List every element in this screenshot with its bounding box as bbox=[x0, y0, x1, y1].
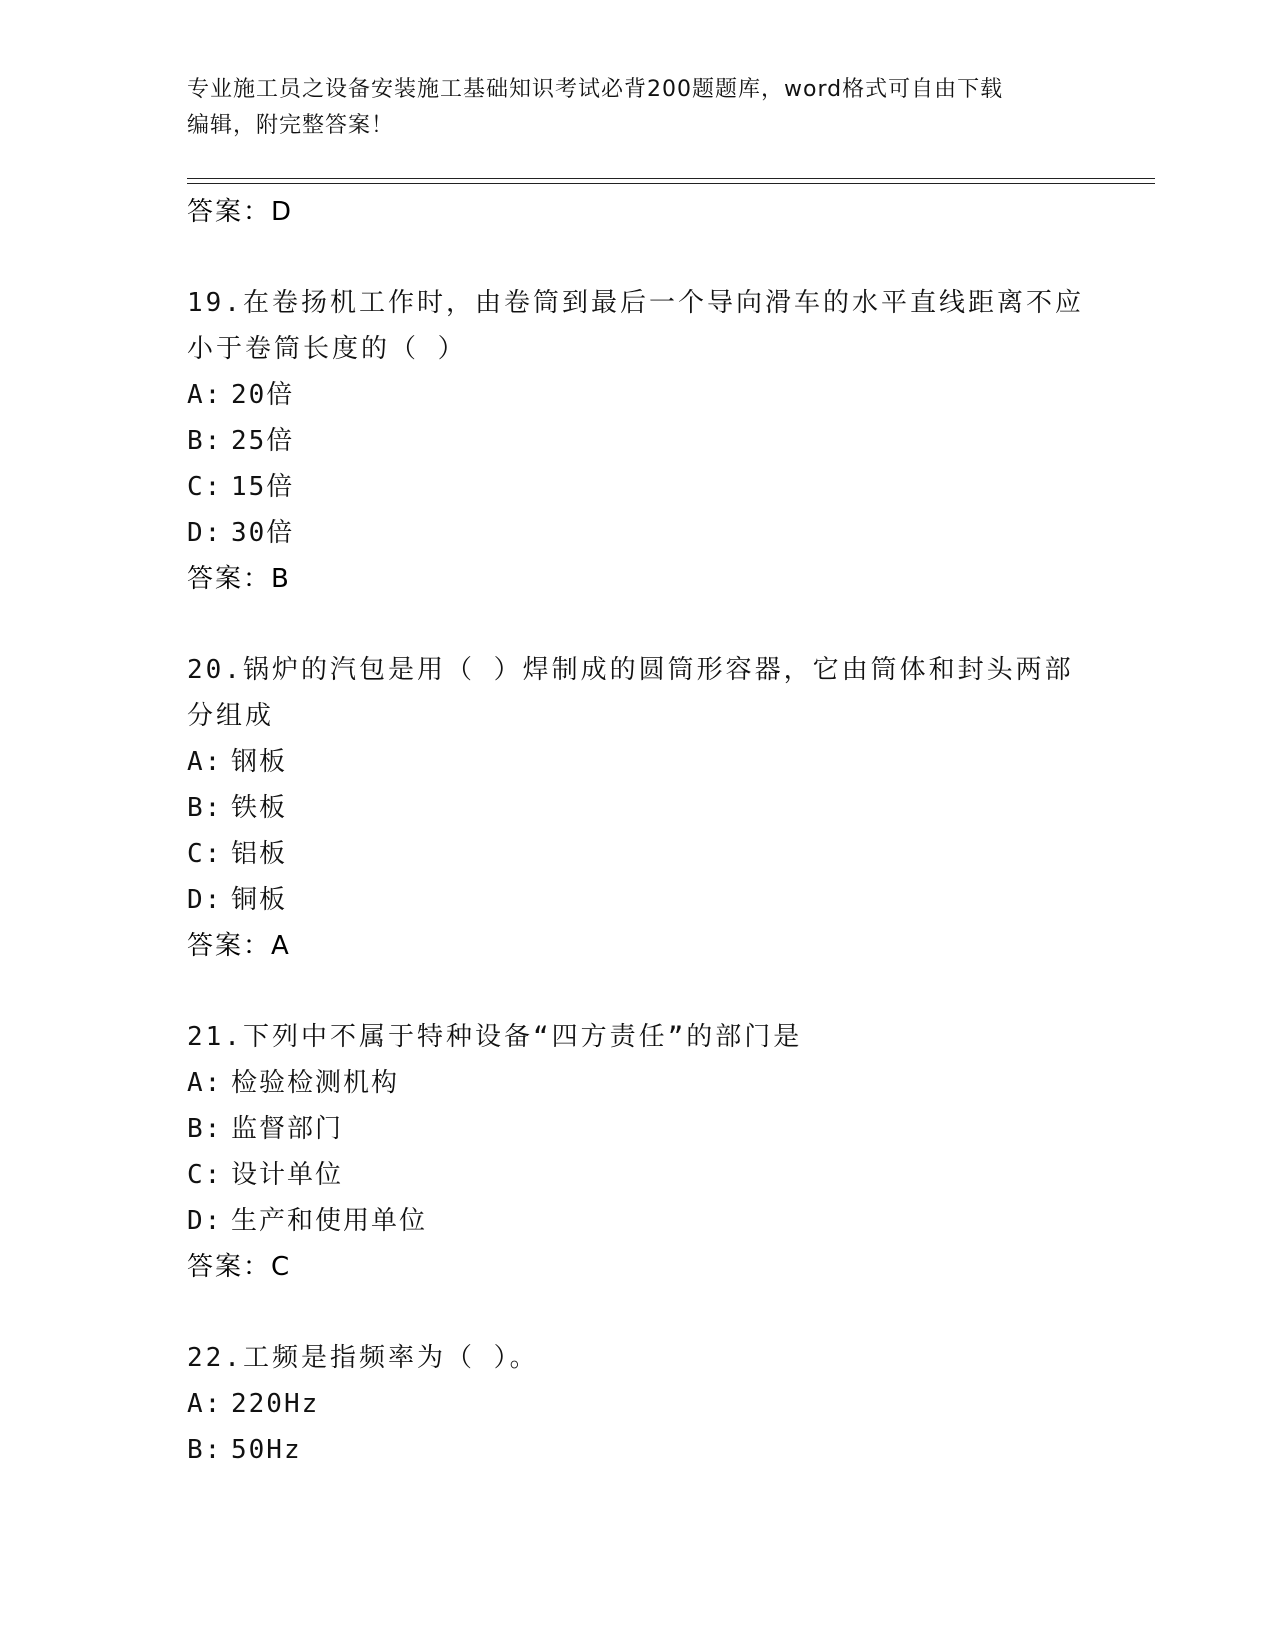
option-c bbox=[187, 464, 1087, 510]
question-stem-line: 19.在卷扬机工作时，由卷筒到最后一个导向滑车的水平直线距离不应 bbox=[187, 288, 1084, 318]
header-divider-bottom bbox=[187, 183, 1155, 184]
option-text: 钢板 bbox=[231, 747, 288, 777]
document-header bbox=[187, 72, 1067, 144]
question-21 bbox=[187, 1014, 1087, 1290]
header-title-line1: 专业施工员之设备安装施工基础知识考试必背200题题库，word格式可自由下载 bbox=[187, 77, 1004, 102]
option-d bbox=[187, 877, 1087, 923]
option-text: 监督部门 bbox=[231, 1114, 344, 1144]
option-text: 铜板 bbox=[231, 885, 288, 915]
option-text: 25倍 bbox=[231, 426, 295, 456]
question-stem bbox=[187, 1014, 1087, 1060]
question-stem-line: 21.下列中不属于特种设备“四方责任”的部门是 bbox=[187, 1022, 803, 1052]
option-b bbox=[187, 785, 1087, 831]
option-text: 铝板 bbox=[231, 839, 288, 869]
question-stem-line: 22.工频是指频率为（ ）。 bbox=[187, 1343, 539, 1373]
option-b bbox=[187, 418, 1087, 464]
answer-line: 答案：C bbox=[187, 1252, 292, 1282]
answer-line: 答案：B bbox=[187, 564, 291, 594]
option-text: 50Hz bbox=[231, 1435, 302, 1465]
option-text: 生产和使用单位 bbox=[231, 1206, 428, 1236]
option-letter: D: bbox=[187, 518, 223, 548]
option-letter: D: bbox=[187, 1206, 223, 1236]
option-letter: A: bbox=[187, 1068, 223, 1098]
option-text: 铁板 bbox=[231, 793, 288, 823]
header-title-line2: 编辑，附完整答案！ bbox=[187, 113, 395, 138]
option-letter: B: bbox=[187, 1114, 223, 1144]
question-stem-line: 20.锅炉的汽包是用（ ）焊制成的圆筒形容器，它由筒体和封头两部 bbox=[187, 655, 1074, 685]
option-a bbox=[187, 1060, 1087, 1106]
question-stem bbox=[187, 1335, 1087, 1381]
option-b bbox=[187, 1427, 1087, 1473]
option-letter: B: bbox=[187, 426, 223, 456]
option-letter: A: bbox=[187, 747, 223, 777]
option-letter: A: bbox=[187, 380, 223, 410]
answer-line: 答案：D bbox=[187, 197, 294, 227]
question-22 bbox=[187, 1335, 1087, 1473]
option-letter: C: bbox=[187, 839, 223, 869]
option-letter: D: bbox=[187, 885, 223, 915]
option-text: 检验检测机构 bbox=[231, 1068, 400, 1098]
option-a bbox=[187, 1381, 1087, 1427]
question-stem bbox=[187, 280, 1087, 372]
question-20 bbox=[187, 647, 1087, 969]
option-letter: A: bbox=[187, 1389, 223, 1419]
question-stem-line: 分组成 bbox=[187, 701, 275, 731]
question-stem-line: 小于卷筒长度的（ ） bbox=[187, 334, 467, 364]
option-letter: C: bbox=[187, 1160, 223, 1190]
option-text: 30倍 bbox=[231, 518, 295, 548]
option-letter: C: bbox=[187, 472, 223, 502]
header-divider-top bbox=[187, 178, 1155, 179]
option-letter: B: bbox=[187, 1435, 223, 1465]
answer-line: 答案：A bbox=[187, 931, 291, 961]
option-d bbox=[187, 1198, 1087, 1244]
question-list bbox=[187, 189, 1087, 1473]
option-text: 设计单位 bbox=[231, 1160, 344, 1190]
option-a bbox=[187, 739, 1087, 785]
option-text: 15倍 bbox=[231, 472, 295, 502]
option-letter: B: bbox=[187, 793, 223, 823]
question-19 bbox=[187, 280, 1087, 602]
option-text: 220Hz bbox=[231, 1389, 320, 1419]
option-c bbox=[187, 831, 1087, 877]
option-b bbox=[187, 1106, 1087, 1152]
option-a bbox=[187, 372, 1087, 418]
option-c bbox=[187, 1152, 1087, 1198]
option-d bbox=[187, 510, 1087, 556]
option-text: 20倍 bbox=[231, 380, 295, 410]
question-stem bbox=[187, 647, 1087, 739]
